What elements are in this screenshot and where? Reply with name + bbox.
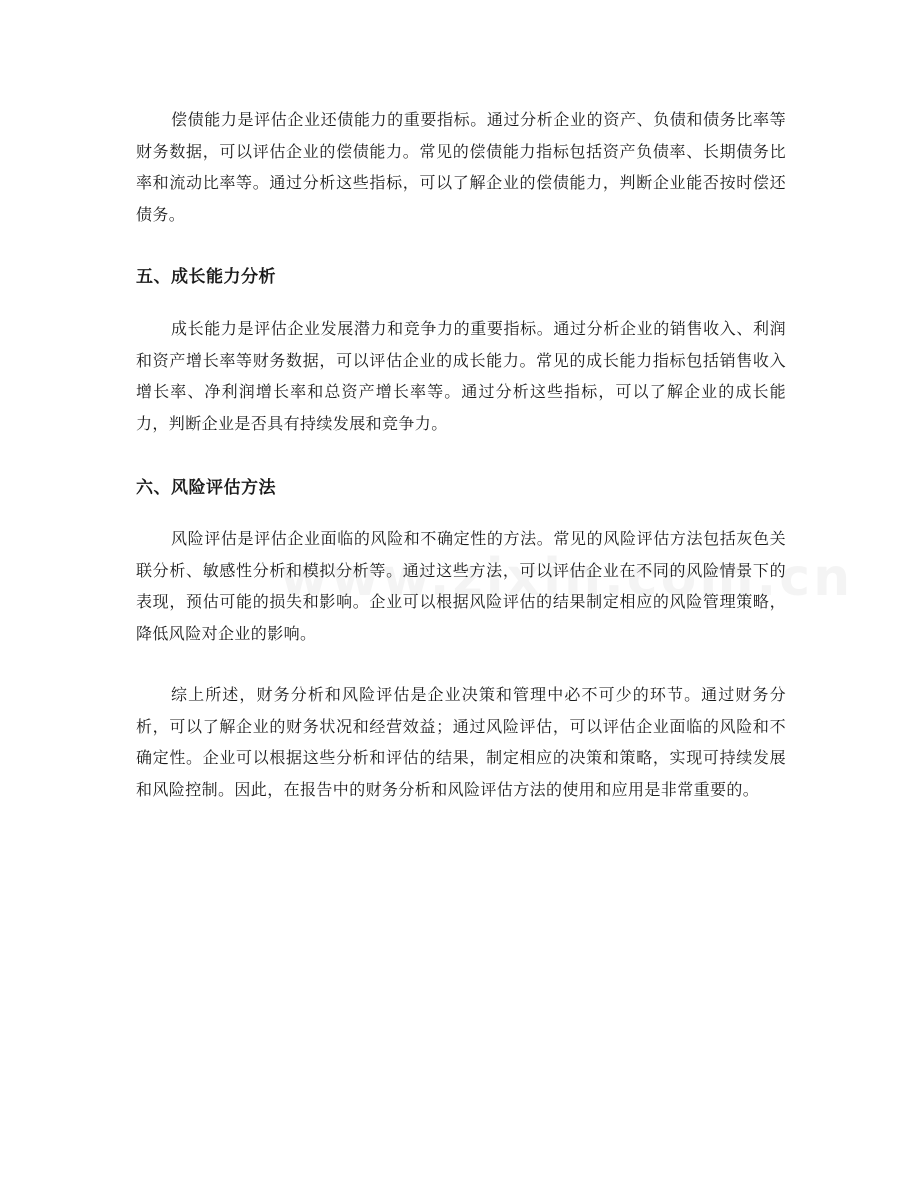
risk-section-heading-wrap <box>136 476 786 500</box>
paragraph-conclusion: 综上所述，财务分析和风险评估是企业决策和管理中必不可少的环节。通过财务分析，可以了解企业的财务状况和经营效益；通过风险评估，可以评估企业面临的风险和不确定性。企业可以根据这些分析和评估的结果，制定相应的决策和策略，实现可持续发展和风险控制。因此，在报告中的财务分析和风险评估方法的使用和应用是非常重要的。 <box>136 685 786 799</box>
growth-section <box>136 313 786 439</box>
heading-risk-assessment: 六、风险评估方法 <box>136 478 276 498</box>
growth-section-heading-wrap <box>136 265 786 289</box>
conclusion-section <box>136 679 786 805</box>
risk-section <box>136 523 786 649</box>
paragraph-growth: 成长能力是评估企业发展潜力和竞争力的重要指标。通过分析企业的销售收入、利润和资产增长率等财务数据，可以评估企业的成长能力。常见的成长能力指标包括销售收入增长率、净利润增长率和总资产增长率等。通过分析这些指标，可以了解企业的成长能力，判断企业是否具有持续发展和竞争力。 <box>136 319 786 433</box>
solvency-section <box>136 104 786 230</box>
heading-growth-analysis: 五、成长能力分析 <box>136 267 276 287</box>
paragraph-solvency: 偿债能力是评估企业还债能力的重要指标。通过分析企业的资产、负债和债务比率等财务数据，可以评估企业的偿债能力。常见的偿债能力指标包括资产负债率、长期债务比率和流动比率等。通过分析这些指标，可以了解企业的偿债能力，判断企业能否按时偿还债务。 <box>136 110 786 224</box>
paragraph-risk: 风险评估是评估企业面临的风险和不确定性的方法。常见的风险评估方法包括灰色关联分析、敏感性分析和模拟分析等。通过这些方法，可以评估企业在不同的风险情景下的表现，预估可能的损失和影响。企业可以根据风险评估的结果制定相应的风险管理策略，降低风险对企业的影响。 <box>136 529 786 643</box>
